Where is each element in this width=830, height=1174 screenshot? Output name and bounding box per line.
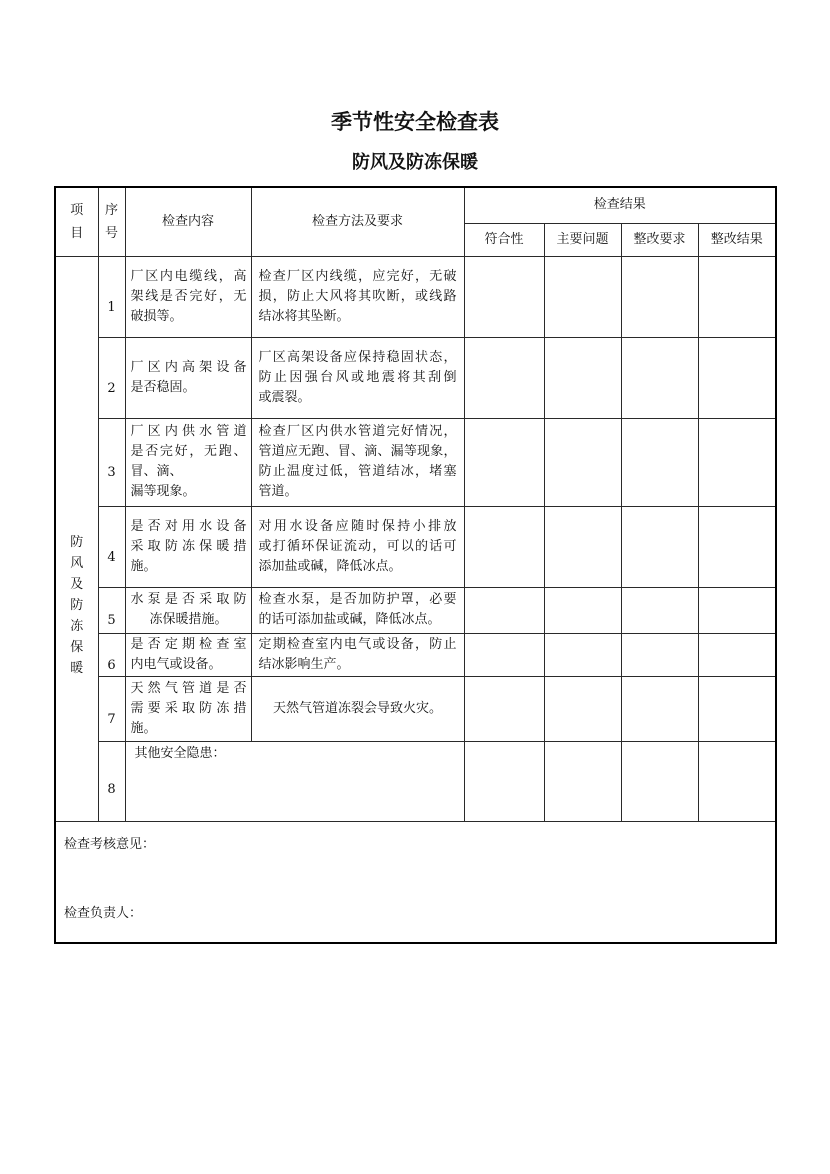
text-line: 对用水设备应随时保持小排放	[258, 518, 457, 534]
rectify-requirement-cell	[621, 741, 698, 821]
text-line: 水泵是否采取防	[130, 592, 247, 607]
check-content-cell	[125, 256, 251, 337]
row-number: 3	[98, 418, 125, 506]
check-method-cell	[251, 633, 464, 676]
check-method-cell	[251, 506, 464, 587]
rectify-result-cell	[698, 256, 776, 337]
text-line: 内电气或设备。	[130, 656, 222, 672]
header-row-1	[55, 187, 776, 223]
text-line: 架线是否完好，无	[130, 288, 247, 304]
footer-cell	[55, 821, 776, 943]
rectify-result-cell	[698, 337, 776, 418]
row-number: 5	[98, 587, 125, 633]
text-line: 采取防冻保暖措	[130, 538, 247, 554]
text-line: 冻保暖措施。	[149, 612, 228, 627]
text-line: 防止因强台风或地震将其刮倒	[258, 369, 457, 385]
header-rectify-requirement: 整改要求	[621, 223, 698, 256]
conformity-cell	[464, 256, 544, 337]
table-row	[55, 256, 776, 337]
row-number: 4	[98, 506, 125, 587]
table-row	[55, 587, 776, 633]
text-line: 或打循环保证流动，可以的话可	[258, 538, 457, 554]
main-issue-cell	[544, 633, 621, 676]
rectify-requirement-cell	[621, 633, 698, 676]
header-no-label: 序号	[105, 202, 119, 241]
check-method-cell	[251, 676, 464, 741]
main-issue-cell	[544, 587, 621, 633]
text-line: 管道应无跑、冒、滴、漏等现象，	[258, 444, 457, 459]
check-method-cell	[251, 418, 464, 506]
conformity-cell	[464, 506, 544, 587]
text-line: 破损等。	[130, 308, 183, 324]
header-item	[55, 187, 98, 256]
check-method-cell	[251, 337, 464, 418]
text-line: 是否稳固。	[130, 379, 196, 395]
check-content-cell	[125, 587, 251, 633]
header-result: 检查结果	[464, 187, 776, 223]
text-line: 是否定期检查室	[130, 636, 247, 652]
main-issue-cell	[544, 256, 621, 337]
rectify-result-cell	[698, 676, 776, 741]
text-line: 施。	[130, 558, 157, 574]
text-line: 损，防止大风将其吹断，或线路	[258, 288, 457, 304]
main-issue-cell	[544, 418, 621, 506]
main-issue-cell	[544, 337, 621, 418]
conformity-cell	[464, 337, 544, 418]
document-title: 季节性安全检查表	[331, 110, 499, 134]
conformity-cell	[464, 676, 544, 741]
header-item-label: 项目	[70, 202, 84, 241]
text-line: 定期检查室内电气或设备，防止	[258, 636, 457, 652]
responsible-person-label: 检查负责人：	[64, 905, 143, 921]
conformity-cell	[464, 741, 544, 821]
check-method-cell	[251, 587, 464, 633]
text-line: 或震裂。	[258, 389, 311, 405]
other-hazards-label: 其他安全隐患：	[134, 745, 226, 761]
header-rectify-result: 整改结果	[698, 223, 776, 256]
other-hazards-cell	[125, 741, 464, 821]
rectify-requirement-cell	[621, 676, 698, 741]
main-issue-cell	[544, 676, 621, 741]
text-line: 需要采取防冻措	[130, 700, 247, 716]
text-line: 结冰将其坠断。	[258, 308, 350, 324]
document-subtitle: 防风及防冻保暖	[352, 152, 478, 173]
text-line: 管道。	[258, 484, 298, 499]
text-line: 天然气管道冻裂会导致火灾。	[272, 700, 442, 716]
text-line: 冒、滴、漏等现象。	[130, 464, 196, 499]
rectify-result-cell	[698, 741, 776, 821]
text-line: 检查厂区内线缆，应完好，无破	[258, 268, 457, 284]
check-content-cell	[125, 337, 251, 418]
table-row	[55, 337, 776, 418]
conformity-cell	[464, 418, 544, 506]
text-line: 结冰影响生产。	[258, 656, 350, 672]
rectify-requirement-cell	[621, 256, 698, 337]
header-main-issue: 主要问题	[544, 223, 621, 256]
check-content-cell	[125, 633, 251, 676]
table-row	[55, 676, 776, 741]
table-row	[55, 633, 776, 676]
check-content-cell	[125, 418, 251, 506]
conformity-cell	[464, 587, 544, 633]
table-row	[55, 741, 776, 821]
rectify-requirement-cell	[621, 418, 698, 506]
rectify-result-cell	[698, 633, 776, 676]
category-cell	[55, 256, 98, 821]
row-number: 2	[98, 337, 125, 418]
header-method: 检查方法及要求	[251, 187, 464, 256]
text-line: 厂区内供水管道	[130, 424, 247, 439]
text-line: 检查水泵，是否加防护罩，必要	[258, 592, 457, 607]
text-line: 防止温度过低，管道结冰，堵塞	[258, 464, 457, 479]
rectify-requirement-cell	[621, 337, 698, 418]
text-line: 天然气管道是否	[130, 680, 247, 696]
row-number: 1	[98, 256, 125, 337]
row-number: 6	[98, 633, 125, 676]
main-issue-cell	[544, 506, 621, 587]
check-method-cell	[251, 256, 464, 337]
check-content-cell	[125, 676, 251, 741]
text-line: 是否对用水设备	[130, 518, 247, 534]
conformity-cell	[464, 633, 544, 676]
header-content: 检查内容	[125, 187, 251, 256]
rectify-requirement-cell	[621, 506, 698, 587]
row-number: 7	[98, 676, 125, 741]
text-line: 检查厂区内供水管道完好情况，	[258, 424, 457, 439]
text-line: 施。	[130, 720, 157, 736]
table-row	[55, 418, 776, 506]
rectify-result-cell	[698, 587, 776, 633]
rectify-result-cell	[698, 506, 776, 587]
text-line: 厂区高架设备应保持稳固状态，	[258, 349, 457, 365]
review-opinion-label: 检查考核意见：	[64, 836, 156, 852]
row-number: 8	[98, 741, 125, 821]
table-row	[55, 506, 776, 587]
main-issue-cell	[544, 741, 621, 821]
inspection-table	[54, 186, 777, 944]
footer-row	[55, 821, 776, 943]
text-line: 厂区内电缆线，高	[130, 268, 247, 284]
text-line: 添加盐或碱，降低冰点。	[258, 558, 402, 574]
rectify-result-cell	[698, 418, 776, 506]
check-content-cell	[125, 506, 251, 587]
header-no	[98, 187, 125, 256]
text-line: 的话可添加盐或碱，降低冰点。	[258, 612, 441, 627]
header-conformity: 符合性	[464, 223, 544, 256]
rectify-requirement-cell	[621, 587, 698, 633]
text-line: 厂区内高架设备	[130, 359, 247, 375]
text-line: 是否完好，无跑、	[130, 444, 247, 459]
category-label: 防风及防冻保暖	[70, 534, 84, 676]
